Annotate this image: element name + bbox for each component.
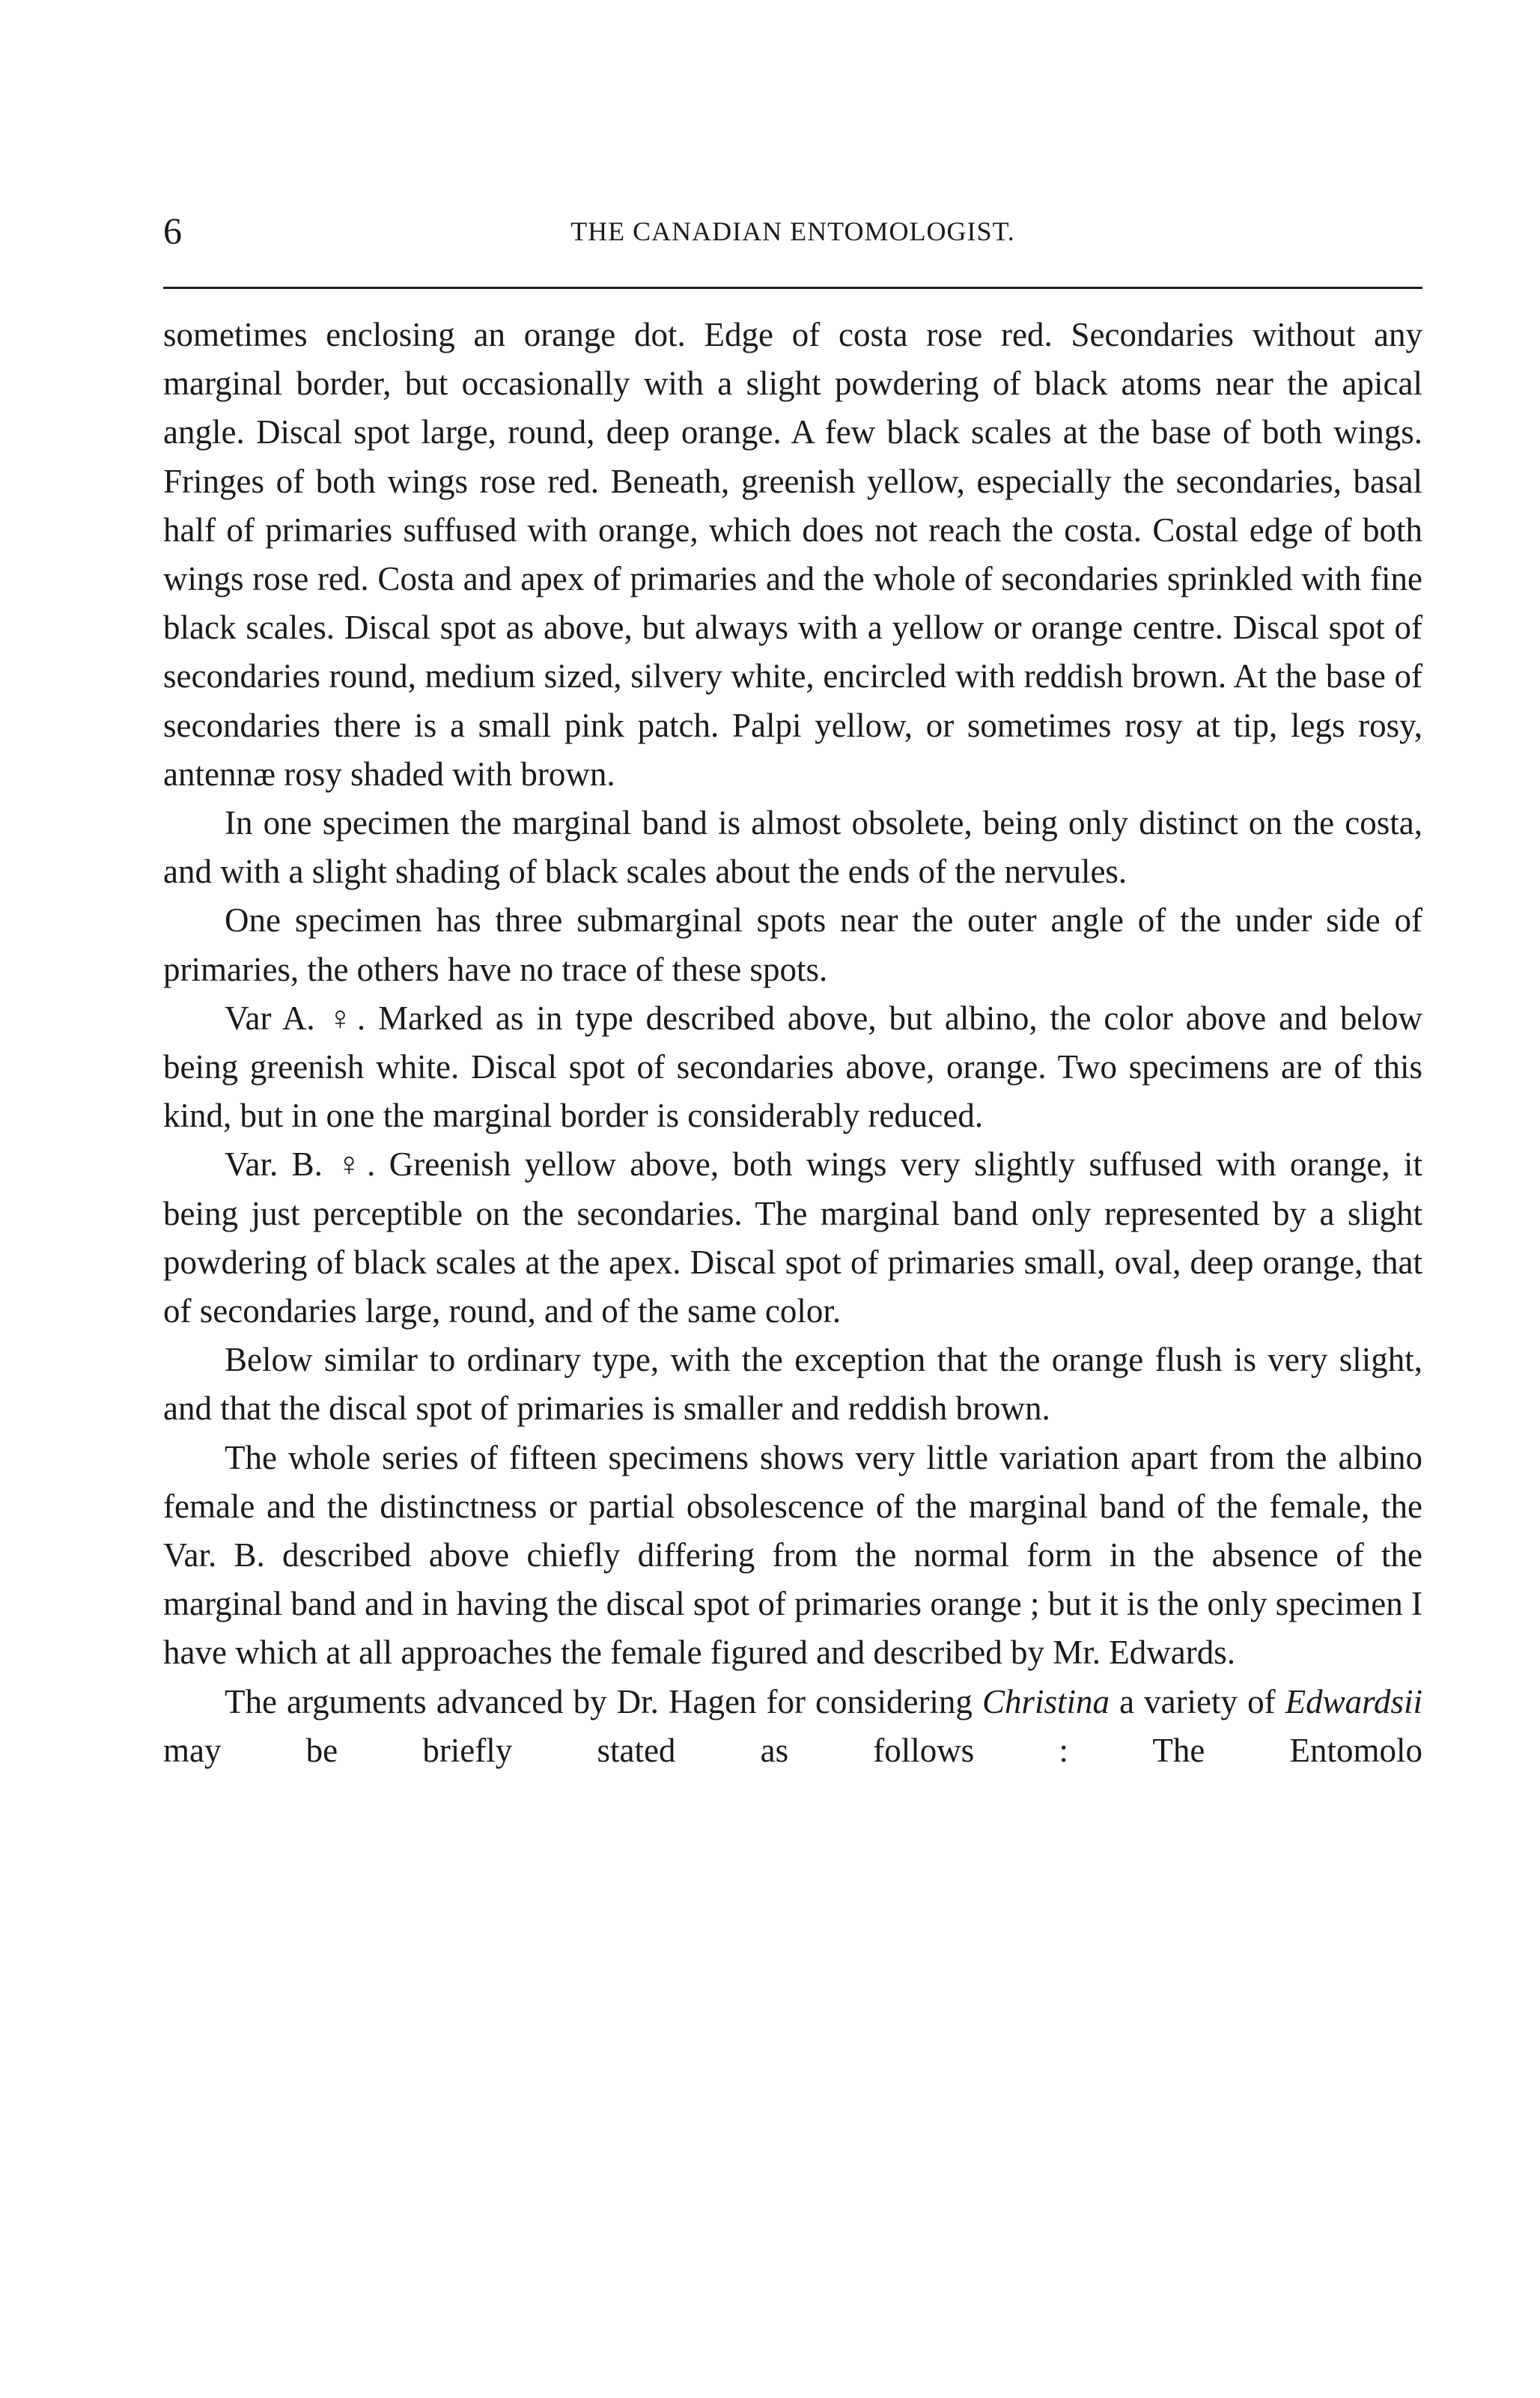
paragraph-7: The whole series of fifteen specimens shows very little variation apart from the albino female and the distinctness or partial obsolescence of the marginal band of the female, the Var. B. described above chiefly differing from the normal form in the absence of the marginal band and in having the discal spot of primaries orange ; but it is the only specimen I have which at all approaches the female figured and described by Mr. Edwards. <box>163 1438 1422 1672</box>
paragraph-4: Var A. ♀. Marked as in type described above, but albino, the color above and below being greenish white. Discal spot of secondaries above, orange. Two specimens are of this kind, but in one the marginal border is considerably reduced. <box>163 999 1422 1135</box>
header-rule <box>163 287 1422 289</box>
paragraph-2: In one specimen the marginal band is almost obsolete, being only distinct on the costa, and with a slight shading of black scales about the ends of the nervules. <box>163 804 1422 891</box>
paragraph-3: One specimen has three submarginal spots near the outer angle of the under side of primaries, the others have no trace of these spots. <box>163 901 1422 988</box>
paragraph-1: sometimes enclosing an orange dot. Edge of costa rose red. Secondaries without any marginal border, but occasionally with a slight powdering of black atoms near the apical angle. Discal spot large, round, deep orange. A few black scales at the base of both wings. Fringes of both wings rose red. Beneath, greenish yellow, especially the secondaries, basal half of primaries suffused with orange, which does not reach the costa. Costal edge of both wings rose red. Costa and apex of primaries and the whole of secondaries sprinkled with fine black scales. Discal spot as above, but always with a yellow or orange centre. Discal spot of secondaries round, medium sized, silvery white, encircled with reddish brown. At the base of secondaries there is a small pink patch. Palpi yellow, or sometimes rosy at tip, legs rosy, antennæ rosy shaded with brown. <box>163 316 1422 793</box>
page-number: 6 <box>163 210 182 252</box>
body-text <box>163 311 1422 1775</box>
running-head: THE CANADIAN ENTOMOLOGIST. <box>570 216 1015 246</box>
paragraph-8-text-b: a variety of <box>1110 1682 1285 1720</box>
species-name-christina: Christina <box>981 1682 1110 1720</box>
paragraph-8-text-a: The arguments advanced by Dr. Hagen for considering <box>225 1682 982 1720</box>
page-header <box>163 208 1422 253</box>
paragraph-6: Below similar to ordinary type, with the exception that the orange flush is very slight, and that the discal spot of primaries is smaller and reddish brown. <box>163 1341 1422 1428</box>
paragraph-8-text-c: may be briefly stated as follows : The Entomolo <box>163 1731 1422 1769</box>
species-name-edwardsii: Edwardsii <box>1285 1682 1422 1720</box>
paragraph-5: Var. B. ♀. Greenish yellow above, both wings very slightly suffused with orange, it being just perceptible on the secondaries. The marginal band only represented by a slight powdering of black scales at the apex. Discal spot of primaries small, oval, deep orange, that of secondaries large, round, and of the same color. <box>163 1145 1422 1330</box>
paragraph-8 <box>163 1678 1422 1775</box>
